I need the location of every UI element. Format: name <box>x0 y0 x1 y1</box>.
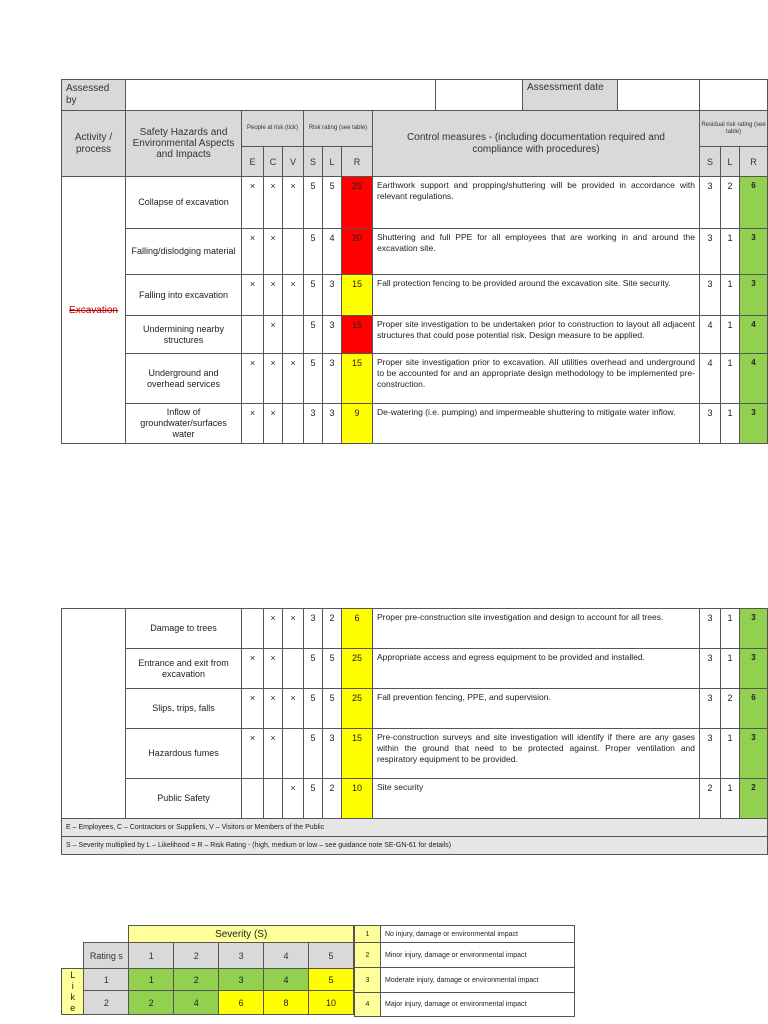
hazard-cell: Inflow of groundwater/surfaces water <box>126 404 242 444</box>
people-c-cell: × <box>264 689 283 729</box>
legend-text: No injury, damage or environmental impact <box>381 926 575 943</box>
hazard-row <box>62 354 768 404</box>
residual-l-cell: 1 <box>721 404 740 444</box>
residual-s-cell: 3 <box>700 729 721 779</box>
rating-label: Rating s <box>84 943 129 969</box>
hazard-cell: Entrance and exit from excavation <box>126 649 242 689</box>
control-measure-cell: Proper site investigation prior to excavation. All utilities overhead and underground to be accounted for and an appropriate design methodology to be implemented pre-construction. <box>373 354 700 404</box>
sub-s: S <box>304 147 323 177</box>
severity-cell: 5 <box>304 689 323 729</box>
col-hazards-header: Safety Hazards and Environmental Aspects and Impacts <box>126 111 242 177</box>
legend-row <box>355 993 575 1017</box>
hazard-cell: Underground and overhead services <box>126 354 242 404</box>
people-e-cell: × <box>242 649 264 689</box>
risk-rating-cell: 9 <box>342 404 373 444</box>
residual-r-cell: 3 <box>740 229 768 275</box>
col-people-header: People at risk (tick) <box>242 111 304 147</box>
residual-s-cell: 3 <box>700 689 721 729</box>
sub-c: C <box>264 147 283 177</box>
hazard-row <box>62 609 768 649</box>
likelihood-cell: 5 <box>323 649 342 689</box>
table1-grid <box>61 79 768 444</box>
matrix-cell: 1 <box>129 969 174 991</box>
people-c-cell: × <box>264 316 283 354</box>
sub-l2: L <box>721 147 740 177</box>
people-v-cell <box>283 229 304 275</box>
residual-s-cell: 3 <box>700 609 721 649</box>
legend-row <box>355 943 575 968</box>
matrix-cell: 3 <box>219 969 264 991</box>
likelihood-letter: e <box>70 1002 76 1013</box>
legend-text: Moderate injury, damage or environmental impact <box>381 968 575 993</box>
residual-s-cell: 3 <box>700 229 721 275</box>
assessed-by-label: Assessed by <box>62 80 126 111</box>
likelihood-cell: 3 <box>323 729 342 779</box>
hazard-cell: Public Safety <box>126 779 242 819</box>
hazard-row <box>62 177 768 229</box>
activity-cell <box>62 609 126 819</box>
table2-body <box>62 609 768 819</box>
residual-r-cell: 3 <box>740 729 768 779</box>
matrix-cell: 10 <box>308 991 353 1015</box>
people-v-cell <box>283 649 304 689</box>
like-rating-2: 2 <box>84 991 129 1015</box>
sub-r2: R <box>740 147 768 177</box>
likelihood-cell: 4 <box>323 229 342 275</box>
likelihood-cell: 2 <box>323 779 342 819</box>
legend-text: Major injury, damage or environmental impact <box>381 993 575 1017</box>
severity-cell: 5 <box>304 354 323 404</box>
legend-text: Minor injury, damage or environmental impact <box>381 943 575 968</box>
risk-rating-cell: 15 <box>342 275 373 316</box>
sev-3: 3 <box>219 943 264 969</box>
control-measure-cell: Proper site investigation to be undertaken prior to construction to layout all adjacent structures that could pose potential risk. Design measure to be applied. <box>373 316 700 354</box>
people-v-cell: × <box>283 275 304 316</box>
risk-matrix <box>61 925 354 1015</box>
people-e-cell: × <box>242 404 264 444</box>
likelihood-cell: 3 <box>323 316 342 354</box>
matrix-cell: 4 <box>174 991 219 1015</box>
hazard-row <box>62 404 768 444</box>
like-rating-1: 1 <box>84 969 129 991</box>
sev-5: 5 <box>308 943 353 969</box>
likelihood-cell: 3 <box>323 354 342 404</box>
likelihood-cell: 3 <box>323 404 342 444</box>
hazard-row <box>62 649 768 689</box>
residual-r-cell: 4 <box>740 316 768 354</box>
residual-l-cell: 1 <box>721 316 740 354</box>
hazard-row <box>62 275 768 316</box>
people-e-cell: × <box>242 689 264 729</box>
residual-r-cell: 2 <box>740 779 768 819</box>
table1-body <box>62 177 768 444</box>
control-measure-cell: Fall protection fencing to be provided around the excavation site. Site security. <box>373 275 700 316</box>
sev-2: 2 <box>174 943 219 969</box>
risk-rating-cell: 25 <box>342 689 373 729</box>
people-v-cell: × <box>283 177 304 229</box>
matrix-cell: 2 <box>174 969 219 991</box>
risk-rating-cell: 15 <box>342 354 373 404</box>
table2-grid <box>61 608 768 855</box>
col-risk-header: Risk rating (see table) <box>304 111 373 147</box>
control-measure-cell: De-watering (i.e. pumping) and impermeable shuttering to mitigate water inflow. <box>373 404 700 444</box>
people-c-cell <box>264 779 283 819</box>
people-v-cell: × <box>283 689 304 729</box>
sub-r: R <box>342 147 373 177</box>
people-e-cell: × <box>242 229 264 275</box>
residual-s-cell: 2 <box>700 779 721 819</box>
residual-l-cell: 1 <box>721 275 740 316</box>
people-e-cell: × <box>242 177 264 229</box>
residual-l-cell: 1 <box>721 729 740 779</box>
control-measure-cell: Fall prevention fencing, PPE, and supervision. <box>373 689 700 729</box>
people-c-cell: × <box>264 177 283 229</box>
people-v-cell <box>283 729 304 779</box>
risk-rating-cell: 20 <box>342 229 373 275</box>
likelihood-cell: 5 <box>323 177 342 229</box>
legend-number: 1 <box>355 926 381 943</box>
likelihood-letter: k <box>70 991 75 1002</box>
residual-l-cell: 1 <box>721 779 740 819</box>
control-measure-cell: Appropriate access and egress equipment to be provided and installed. <box>373 649 700 689</box>
legend-number: 4 <box>355 993 381 1017</box>
legend-number: 3 <box>355 968 381 993</box>
residual-s-cell: 4 <box>700 316 721 354</box>
residual-l-cell: 2 <box>721 177 740 229</box>
residual-s-cell: 4 <box>700 354 721 404</box>
people-e-cell: × <box>242 275 264 316</box>
sev-4: 4 <box>264 943 309 969</box>
residual-s-cell: 3 <box>700 649 721 689</box>
people-c-cell: × <box>264 275 283 316</box>
residual-l-cell: 2 <box>721 689 740 729</box>
hazard-row <box>62 729 768 779</box>
severity-cell: 3 <box>304 404 323 444</box>
col-residual-header: Residual risk rating (see table) <box>700 111 768 147</box>
hazard-cell: Undermining nearby structures <box>126 316 242 354</box>
likelihood-cell: 2 <box>323 609 342 649</box>
matrix-cell: 5 <box>308 969 353 991</box>
people-c-cell: × <box>264 649 283 689</box>
hazard-row <box>62 689 768 729</box>
legend-row <box>355 926 575 943</box>
residual-l-cell: 1 <box>721 649 740 689</box>
people-v-cell: × <box>283 609 304 649</box>
people-v-cell <box>283 316 304 354</box>
likelihood-letter: L <box>70 969 76 980</box>
severity-header: Severity (S) <box>129 926 354 943</box>
people-e-cell <box>242 779 264 819</box>
hazard-cell: Hazardous fumes <box>126 729 242 779</box>
control-measure-cell: Shuttering and full PPE for all employees that are working in and around the excavation site. <box>373 229 700 275</box>
residual-r-cell: 4 <box>740 354 768 404</box>
hazard-cell: Falling into excavation <box>126 275 242 316</box>
people-e-cell: × <box>242 729 264 779</box>
col-control-header: Control measures - (including documentation required and compliance with procedures) <box>373 111 700 177</box>
likelihood-label <box>62 969 84 1015</box>
activity-cell <box>62 177 126 444</box>
assessment-date-label: Assessment date <box>523 80 618 110</box>
sub-v: V <box>283 147 304 177</box>
severity-cell: 5 <box>304 316 323 354</box>
sub-l: L <box>323 147 342 177</box>
people-v-cell: × <box>283 779 304 819</box>
residual-l-cell: 1 <box>721 609 740 649</box>
matrix-cell: 6 <box>219 991 264 1015</box>
activity-label: Excavation <box>69 304 118 316</box>
residual-r-cell: 3 <box>740 649 768 689</box>
residual-r-cell: 3 <box>740 404 768 444</box>
residual-r-cell: 6 <box>740 177 768 229</box>
sub-e: E <box>242 147 264 177</box>
severity-cell: 5 <box>304 229 323 275</box>
people-e-cell <box>242 609 264 649</box>
hazard-row <box>62 229 768 275</box>
legend-number: 2 <box>355 943 381 968</box>
control-measure-cell: Earthwork support and propping/shuttering will be provided in accordance with relevant regulations. <box>373 177 700 229</box>
residual-s-cell: 3 <box>700 404 721 444</box>
hazard-cell: Slips, trips, falls <box>126 689 242 729</box>
people-c-cell: × <box>264 729 283 779</box>
people-v-cell: × <box>283 354 304 404</box>
people-c-cell: × <box>264 354 283 404</box>
people-e-cell <box>242 316 264 354</box>
residual-r-cell: 3 <box>740 609 768 649</box>
assessed-by-value[interactable] <box>126 80 436 111</box>
severity-cell: 5 <box>304 649 323 689</box>
footnote-people: E – Employees, C – Contractors or Suppliers, V – Visitors or Members of the Public <box>62 819 768 837</box>
hazard-cell: Collapse of excavation <box>126 177 242 229</box>
table2-container <box>61 608 756 855</box>
residual-l-cell: 1 <box>721 354 740 404</box>
table1-container <box>61 79 766 444</box>
risk-rating-cell: 25 <box>342 177 373 229</box>
control-measure-cell: Pre-construction surveys and site investigation will identify if there are any gases within the ground that need to be protected against. Proper ventilation and respiratory equipment to be provided. <box>373 729 700 779</box>
people-c-cell: × <box>264 229 283 275</box>
likelihood-letter: i <box>71 980 74 991</box>
residual-r-cell: 3 <box>740 275 768 316</box>
assessment-date-value[interactable] <box>618 80 699 110</box>
hazard-row <box>62 316 768 354</box>
sev-1: 1 <box>129 943 174 969</box>
severity-legend <box>354 925 575 1017</box>
hazard-cell: Damage to trees <box>126 609 242 649</box>
control-measure-cell: Proper pre-construction site investigation and design to account for all trees. <box>373 609 700 649</box>
residual-s-cell: 3 <box>700 177 721 229</box>
people-c-cell: × <box>264 404 283 444</box>
severity-cell: 5 <box>304 275 323 316</box>
severity-cell: 3 <box>304 609 323 649</box>
hazard-cell: Falling/dislodging material <box>126 229 242 275</box>
matrix-cell: 4 <box>264 969 309 991</box>
risk-rating-cell: 15 <box>342 316 373 354</box>
footnote-rating: S – Severity multiplied by L – Likelihood = R – Risk Rating - (high, medium or low – see guidance note SE-GN-61 for details) <box>62 837 768 855</box>
people-e-cell: × <box>242 354 264 404</box>
col-activity-header: Activity / process <box>62 111 126 177</box>
likelihood-cell: 3 <box>323 275 342 316</box>
matrix-cell: 8 <box>264 991 309 1015</box>
people-v-cell <box>283 404 304 444</box>
risk-rating-cell: 6 <box>342 609 373 649</box>
hazard-row <box>62 779 768 819</box>
severity-cell: 5 <box>304 177 323 229</box>
residual-r-cell: 6 <box>740 689 768 729</box>
risk-rating-cell: 10 <box>342 779 373 819</box>
risk-rating-cell: 25 <box>342 649 373 689</box>
control-measure-cell: Site security <box>373 779 700 819</box>
legend-row <box>355 968 575 993</box>
likelihood-cell: 5 <box>323 689 342 729</box>
severity-cell: 5 <box>304 729 323 779</box>
severity-cell: 5 <box>304 779 323 819</box>
risk-rating-cell: 15 <box>342 729 373 779</box>
matrix-cell: 2 <box>129 991 174 1015</box>
sub-s2: S <box>700 147 721 177</box>
residual-l-cell: 1 <box>721 229 740 275</box>
people-c-cell: × <box>264 609 283 649</box>
residual-s-cell: 3 <box>700 275 721 316</box>
